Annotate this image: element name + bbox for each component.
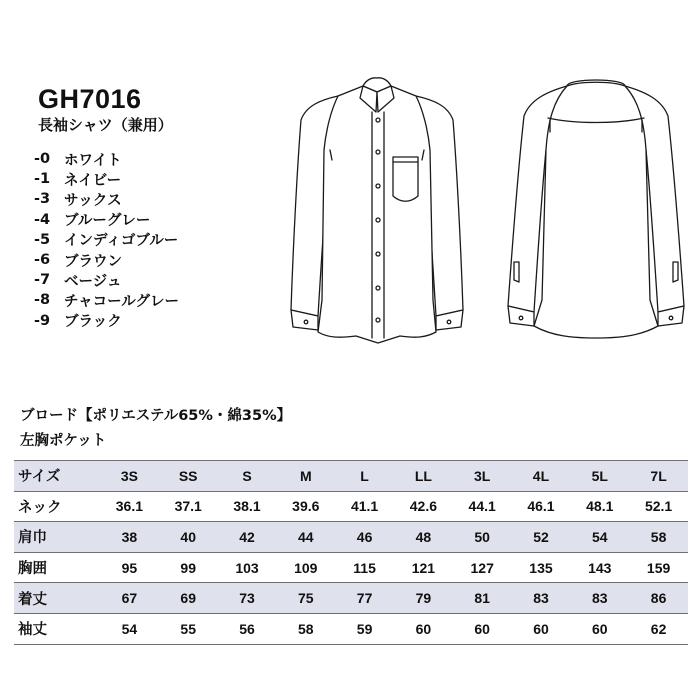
table-cell: 81	[453, 583, 512, 614]
table-cell: 58	[276, 613, 335, 644]
table-cell: 36.1	[100, 491, 159, 522]
size-col-header: LL	[394, 461, 453, 492]
table-cell: 60	[453, 613, 512, 644]
table-cell: 77	[335, 583, 394, 614]
color-name: チャコールグレー	[64, 293, 179, 310]
table-cell: 39.6	[276, 491, 335, 522]
size-col-header: 4L	[512, 461, 571, 492]
product-name: 長袖シャツ（兼用）	[38, 116, 173, 134]
table-cell: 73	[218, 583, 277, 614]
table-cell: 115	[335, 552, 394, 583]
color-code: -7	[34, 272, 51, 289]
color-name: ブルーグレー	[64, 213, 151, 230]
table-cell: 42.6	[394, 491, 453, 522]
table-cell: 56	[218, 613, 277, 644]
color-code: -8	[34, 292, 51, 309]
table-cell: 159	[629, 552, 688, 583]
table-cell: 109	[276, 552, 335, 583]
shirt-front-drawing	[291, 78, 463, 343]
table-cell: 95	[100, 552, 159, 583]
color-code: -4	[34, 211, 51, 228]
table-cell: 60	[512, 613, 571, 644]
color-name: インディゴブルー	[64, 233, 179, 250]
table-header-row	[14, 461, 688, 492]
table-cell: 52	[512, 522, 571, 553]
table-cell: 135	[512, 552, 571, 583]
table-cell: 79	[394, 583, 453, 614]
table-cell: 59	[335, 613, 394, 644]
row-label: 肩巾	[14, 522, 100, 553]
table-cell: 55	[159, 613, 218, 644]
size-col-header: L	[335, 461, 394, 492]
table-cell: 46.1	[512, 491, 571, 522]
table-cell: 46	[335, 522, 394, 553]
table-cell: 99	[159, 552, 218, 583]
table-cell: 60	[394, 613, 453, 644]
table-row-chest	[14, 552, 688, 583]
row-label: 袖丈	[14, 613, 100, 644]
table-cell: 75	[276, 583, 335, 614]
table-row-shoulder	[14, 522, 688, 553]
table-cell: 44	[276, 522, 335, 553]
color-name: サックス	[64, 192, 122, 209]
color-code: -5	[34, 231, 51, 248]
color-name: ネイビー	[64, 172, 122, 189]
table-row-sleeve	[14, 613, 688, 644]
table-cell: 38.1	[218, 491, 277, 522]
table-cell: 86	[629, 583, 688, 614]
table-cell: 52.1	[629, 491, 688, 522]
table-cell: 62	[629, 613, 688, 644]
color-name: ブラウン	[64, 253, 122, 270]
table-cell: 41.1	[335, 491, 394, 522]
row-label: 胸囲	[14, 552, 100, 583]
table-cell: 48.1	[570, 491, 629, 522]
size-col-header: S	[218, 461, 277, 492]
color-name: ベージュ	[64, 273, 122, 290]
table-cell: 48	[394, 522, 453, 553]
size-header-label: サイズ	[14, 461, 100, 492]
size-col-header: SS	[159, 461, 218, 492]
color-code: -0	[34, 151, 51, 168]
table-row-neck	[14, 491, 688, 522]
table-cell: 103	[218, 552, 277, 583]
table-cell: 83	[512, 583, 571, 614]
size-col-header: 3S	[100, 461, 159, 492]
table-cell: 42	[218, 522, 277, 553]
pocket-text: 左胸ポケット	[20, 433, 107, 449]
color-name: ブラック	[64, 314, 122, 331]
color-code: -3	[34, 191, 51, 208]
table-cell: 54	[570, 522, 629, 553]
color-name: ホワイト	[64, 152, 122, 169]
color-code: -9	[34, 312, 51, 329]
size-col-header: 7L	[629, 461, 688, 492]
row-label: 着丈	[14, 583, 100, 614]
size-col-header: 5L	[570, 461, 629, 492]
shirt-back-drawing	[508, 80, 684, 338]
size-col-header: 3L	[453, 461, 512, 492]
product-code: GH7016	[38, 84, 142, 114]
table-row-length	[14, 583, 688, 614]
row-label: ネック	[14, 491, 100, 522]
table-cell: 60	[570, 613, 629, 644]
color-code: -6	[34, 252, 51, 269]
table-cell: 54	[100, 613, 159, 644]
table-cell: 37.1	[159, 491, 218, 522]
color-code: -1	[34, 171, 51, 188]
table-cell: 67	[100, 583, 159, 614]
table-cell: 44.1	[453, 491, 512, 522]
size-table	[14, 460, 688, 645]
table-cell: 40	[159, 522, 218, 553]
table-cell: 127	[453, 552, 512, 583]
table-cell: 143	[570, 552, 629, 583]
table-cell: 38	[100, 522, 159, 553]
material-text: ブロード【ポリエステル65%・綿35%】	[20, 408, 292, 424]
table-cell: 69	[159, 583, 218, 614]
table-cell: 50	[453, 522, 512, 553]
table-cell: 83	[570, 583, 629, 614]
size-col-header: M	[276, 461, 335, 492]
table-cell: 121	[394, 552, 453, 583]
table-cell: 58	[629, 522, 688, 553]
